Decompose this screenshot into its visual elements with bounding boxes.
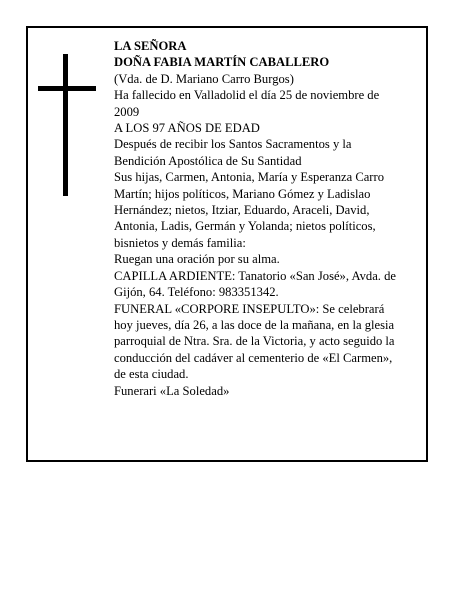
obituary-text [114,38,426,399]
funeral-line: hoy jueves, día 26, a las doce de la mañana, en la glesia [114,317,395,332]
funeral-line: de esta ciudad. [114,367,189,382]
prayer-request: Ruegan una oración por su alma. [114,252,280,267]
family-line: bisnietos y demás familia: [114,235,246,250]
family-line: Sus hijas, Carmen, Antonia, María y Esperanza Carro [114,170,384,185]
cross-horizontal-bar [38,86,96,91]
chapel-line: CAPILLA ARDIENTE: Tanatorio «San José», Avda. de [114,268,396,283]
widow-note: (Vda. de D. Mariano Carro Burgos) [114,71,294,86]
funeral-line: conducción del cadáver al cementerio de «El Carmen», [114,350,393,365]
deceased-name: DOÑA FABIA MARTÍN CABALLERO [114,55,330,70]
funeral-line: parroquial de Ntra. Sra. de la Victoria, y acto seguido la [114,334,395,349]
notice-heading: LA SEÑORA [114,39,187,53]
family-line: Martín; hijos políticos, Mariano Gómez y Ladislao [114,186,371,201]
funeral-line: FUNERAL «CORPORE INSEPULTO»: Se celebrará [114,301,385,316]
sacraments-line: Bendición Apostólica de Su Santidad [114,153,302,168]
death-announcement-line: Ha fallecido en Valladolid el día 25 de noviembre de [114,88,380,103]
cross-icon [38,54,96,196]
funeral-home-line: Funerari «La Soledad» [114,383,230,398]
age-line: A LOS 97 AÑOS DE EDAD [114,121,260,136]
cross-vertical-bar [63,54,68,196]
death-announcement-line: 2009 [114,104,140,119]
family-line: Antonia, Ladis, Germán y Yolanda; nietos políticos, [114,219,376,234]
sacraments-line: Después de recibir los Santos Sacramentos y la [114,137,352,152]
chapel-line: Gijón, 64. Teléfono: 983351342. [114,285,279,300]
family-line: Hernández; nietos, Itziar, Eduardo, Araceli, David, [114,203,370,218]
